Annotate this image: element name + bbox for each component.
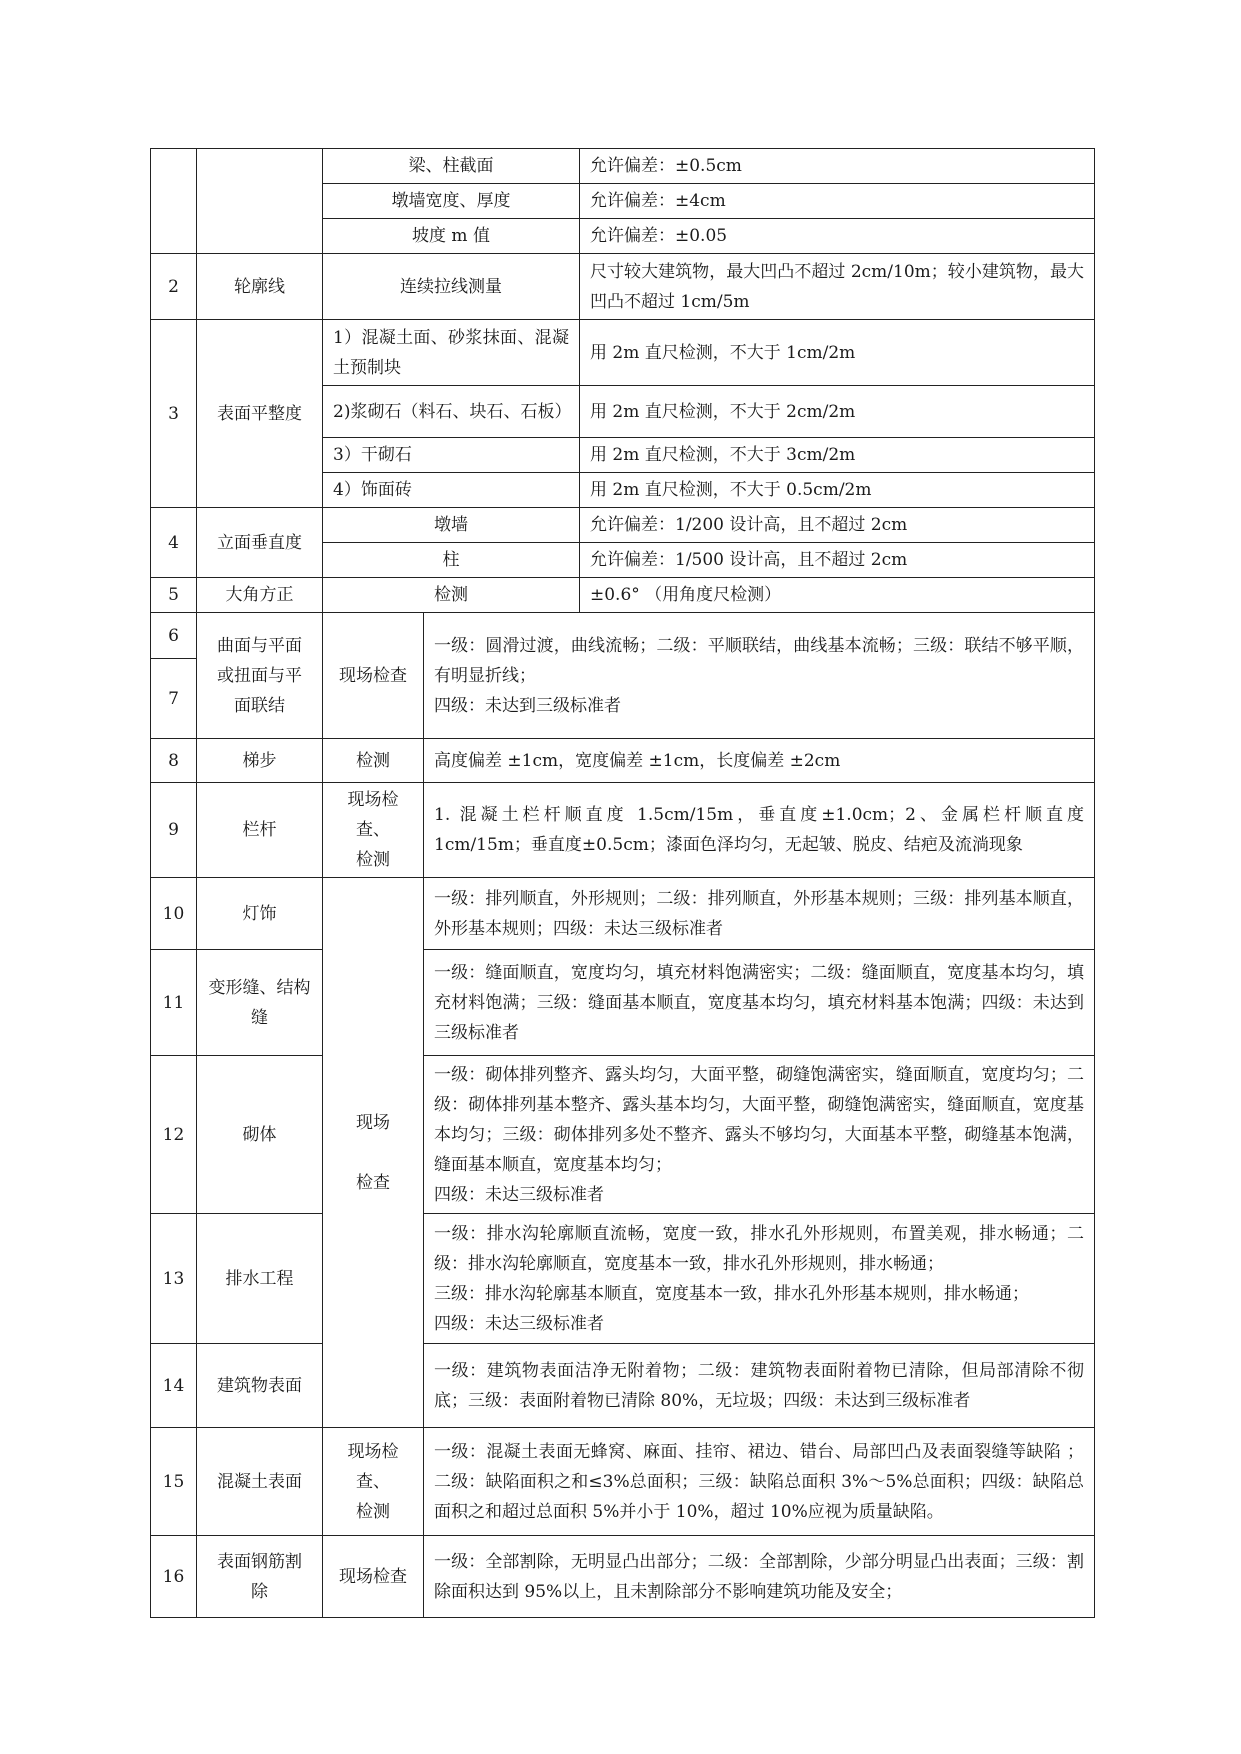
standard-cell: 一级：全部割除，无明显凸出部分；二级：全部割除，少部分明显凸出表面；三级：割除面积达到 95%以上，且未割除部分不影响建筑功能及安全；: [424, 1536, 1095, 1618]
no-cell: 9: [151, 783, 197, 878]
standard-cell: 一级：排列顺直，外形规则；二级：排列顺直，外形基本规则；三级：排列基本顺直，外形基本规则；四级：未达三级标准者: [424, 878, 1095, 950]
method-cell: 墩墙: [323, 508, 580, 543]
table-row: [151, 1428, 1095, 1536]
method-cell: 2)浆砌石（料石、块石、石板）: [323, 386, 580, 438]
standard-cell: 允许偏差：1/200 设计高，且不超过 2cm: [580, 508, 1095, 543]
standard-cell: 一级：混凝土表面无蜂窝、麻面、挂帘、裙边、错台、局部凹凸及表面裂缝等缺陷 ；二级：缺陷面积之和≤3%总面积；三级：缺陷总面积 3%～5%总面积；四级：缺陷总面积之和超过总面积 5%并小于 10%，超过 10%应视为质量缺陷。: [424, 1428, 1095, 1536]
standard-cell: 允许偏差：1/500 设计高，且不超过 2cm: [580, 543, 1095, 578]
method-cell: 现场检查、 检测: [323, 1428, 424, 1536]
method-cell: 现场 检查: [323, 878, 424, 1428]
standard-cell: 允许偏差：±0.05: [580, 219, 1095, 254]
table-row: [151, 578, 1095, 613]
method-cell: 现场检查: [323, 613, 424, 739]
standard-cell: ±0.6° （用角度尺检测）: [580, 578, 1095, 613]
no-cell: 11: [151, 950, 197, 1056]
method-cell: 连续拉线测量: [323, 254, 580, 320]
standard-cell: 一级：建筑物表面洁净无附着物；二级：建筑物表面附着物已清除，但局部清除不彻底；三级：表面附着物已清除 80%，无垃圾；四级：未达到三级标准者: [424, 1344, 1095, 1428]
table-row: [151, 508, 1095, 543]
standard-cell: 一级：排水沟轮廓顺直流畅，宽度一致，排水孔外形规则，布置美观，排水畅通；二级：排水沟轮廓顺直，宽度基本一致，排水孔外形规则，排水畅通； 三级：排水沟轮廓基本顺直，宽度基本一致，排水孔外形基本规则，排水畅通； 四级：未达三级标准者: [424, 1214, 1095, 1344]
standard-cell: 用 2m 直尺检测，不大于 1cm/2m: [580, 320, 1095, 386]
standard-cell: 允许偏差：±4cm: [580, 184, 1095, 219]
no-cell: 15: [151, 1428, 197, 1536]
method-cell: 现场检查、 检测: [323, 783, 424, 878]
no-cell: 6: [151, 613, 197, 659]
item-cell: 灯饰: [197, 878, 323, 950]
table-row: [151, 950, 1095, 1056]
no-cell: 12: [151, 1056, 197, 1214]
table-row: [151, 320, 1095, 386]
table-row: [151, 1214, 1095, 1344]
method-cell: 1）混凝土面、砂浆抹面、混凝土预制块: [323, 320, 580, 386]
item-cell: 排水工程: [197, 1214, 323, 1344]
item-cell: 变形缝、结构 缝: [197, 950, 323, 1056]
no-cell: 5: [151, 578, 197, 613]
standard-cell: 用 2m 直尺检测，不大于 3cm/2m: [580, 438, 1095, 473]
item-cell: 栏杆: [197, 783, 323, 878]
method-cell: 梁、柱截面: [323, 149, 580, 184]
table-row: [151, 613, 1095, 659]
item-cell: 轮廓线: [197, 254, 323, 320]
item-cell: 梯步: [197, 739, 323, 783]
table-row: [151, 783, 1095, 878]
item-cell: 混凝土表面: [197, 1428, 323, 1536]
standard-cell: 用 2m 直尺检测，不大于 2cm/2m: [580, 386, 1095, 438]
no-cell: 8: [151, 739, 197, 783]
standard-cell: 允许偏差：±0.5cm: [580, 149, 1095, 184]
item-cell: 表面平整度: [197, 320, 323, 508]
method-cell: 3）干砌石: [323, 438, 580, 473]
no-cell: 10: [151, 878, 197, 950]
table-row: [151, 149, 1095, 184]
no-cell: 13: [151, 1214, 197, 1344]
table-row: [151, 739, 1095, 783]
method-cell: 检测: [323, 739, 424, 783]
standard-cell: 尺寸较大建筑物，最大凹凸不超过 2cm/10m；较小建筑物，最大凹凸不超过 1cm/5m: [580, 254, 1095, 320]
method-cell: 4）饰面砖: [323, 473, 580, 508]
item-cell: 大角方正: [197, 578, 323, 613]
item-cell: 曲面与平面 或扭面与平 面联结: [197, 613, 323, 739]
no-cell: 3: [151, 320, 197, 508]
method-cell: 现场检查: [323, 1536, 424, 1618]
table-row: [151, 1056, 1095, 1214]
item-cell: [197, 149, 323, 254]
no-cell: [151, 149, 197, 254]
standard-cell: 1. 混凝土栏杆顺直度 1.5cm/15m，垂直度±1.0cm；2、金属栏杆顺直度 1cm/15m；垂直度±0.5cm；漆面色泽均匀，无起皱、脱皮、结疤及流淌现象: [424, 783, 1095, 878]
table-row: [151, 1536, 1095, 1618]
standard-cell: 一级：圆滑过渡，曲线流畅；二级：平顺联结，曲线基本流畅；三级：联结不够平顺，有明显折线； 四级：未达到三级标准者: [424, 613, 1095, 739]
standard-cell: 用 2m 直尺检测，不大于 0.5cm/2m: [580, 473, 1095, 508]
no-cell: 4: [151, 508, 197, 578]
table-row: [151, 878, 1095, 950]
standard-cell: 一级：砌体排列整齐、露头均匀，大面平整，砌缝饱满密实，缝面顺直，宽度均匀；二级：砌体排列基本整齐、露头基本均匀，大面平整，砌缝饱满密实，缝面顺直，宽度基本均匀；三级：砌体排列多处不整齐、露头不够均匀，大面基本平整，砌缝基本饱满，缝面基本顺直，宽度基本均匀； 四级：未达三级标准者: [424, 1056, 1095, 1214]
no-cell: 14: [151, 1344, 197, 1428]
method-cell: 柱: [323, 543, 580, 578]
method-cell: 坡度 m 值: [323, 219, 580, 254]
standard-cell: 高度偏差 ±1cm，宽度偏差 ±1cm，长度偏差 ±2cm: [424, 739, 1095, 783]
table-row: [151, 254, 1095, 320]
standard-cell: 一级：缝面顺直，宽度均匀，填充材料饱满密实；二级：缝面顺直，宽度基本均匀，填充材料饱满；三级：缝面基本顺直，宽度基本均匀，填充材料基本饱满；四级：未达到三级标准者: [424, 950, 1095, 1056]
method-cell: 墩墙宽度、厚度: [323, 184, 580, 219]
item-cell: 建筑物表面: [197, 1344, 323, 1428]
table-row: [151, 1344, 1095, 1428]
no-cell: 16: [151, 1536, 197, 1618]
item-cell: 立面垂直度: [197, 508, 323, 578]
quality-standard-table: [150, 148, 1095, 1618]
no-cell: 2: [151, 254, 197, 320]
item-cell: 表面钢筋割 除: [197, 1536, 323, 1618]
no-cell: 7: [151, 659, 197, 739]
item-cell: 砌体: [197, 1056, 323, 1214]
method-cell: 检测: [323, 578, 580, 613]
